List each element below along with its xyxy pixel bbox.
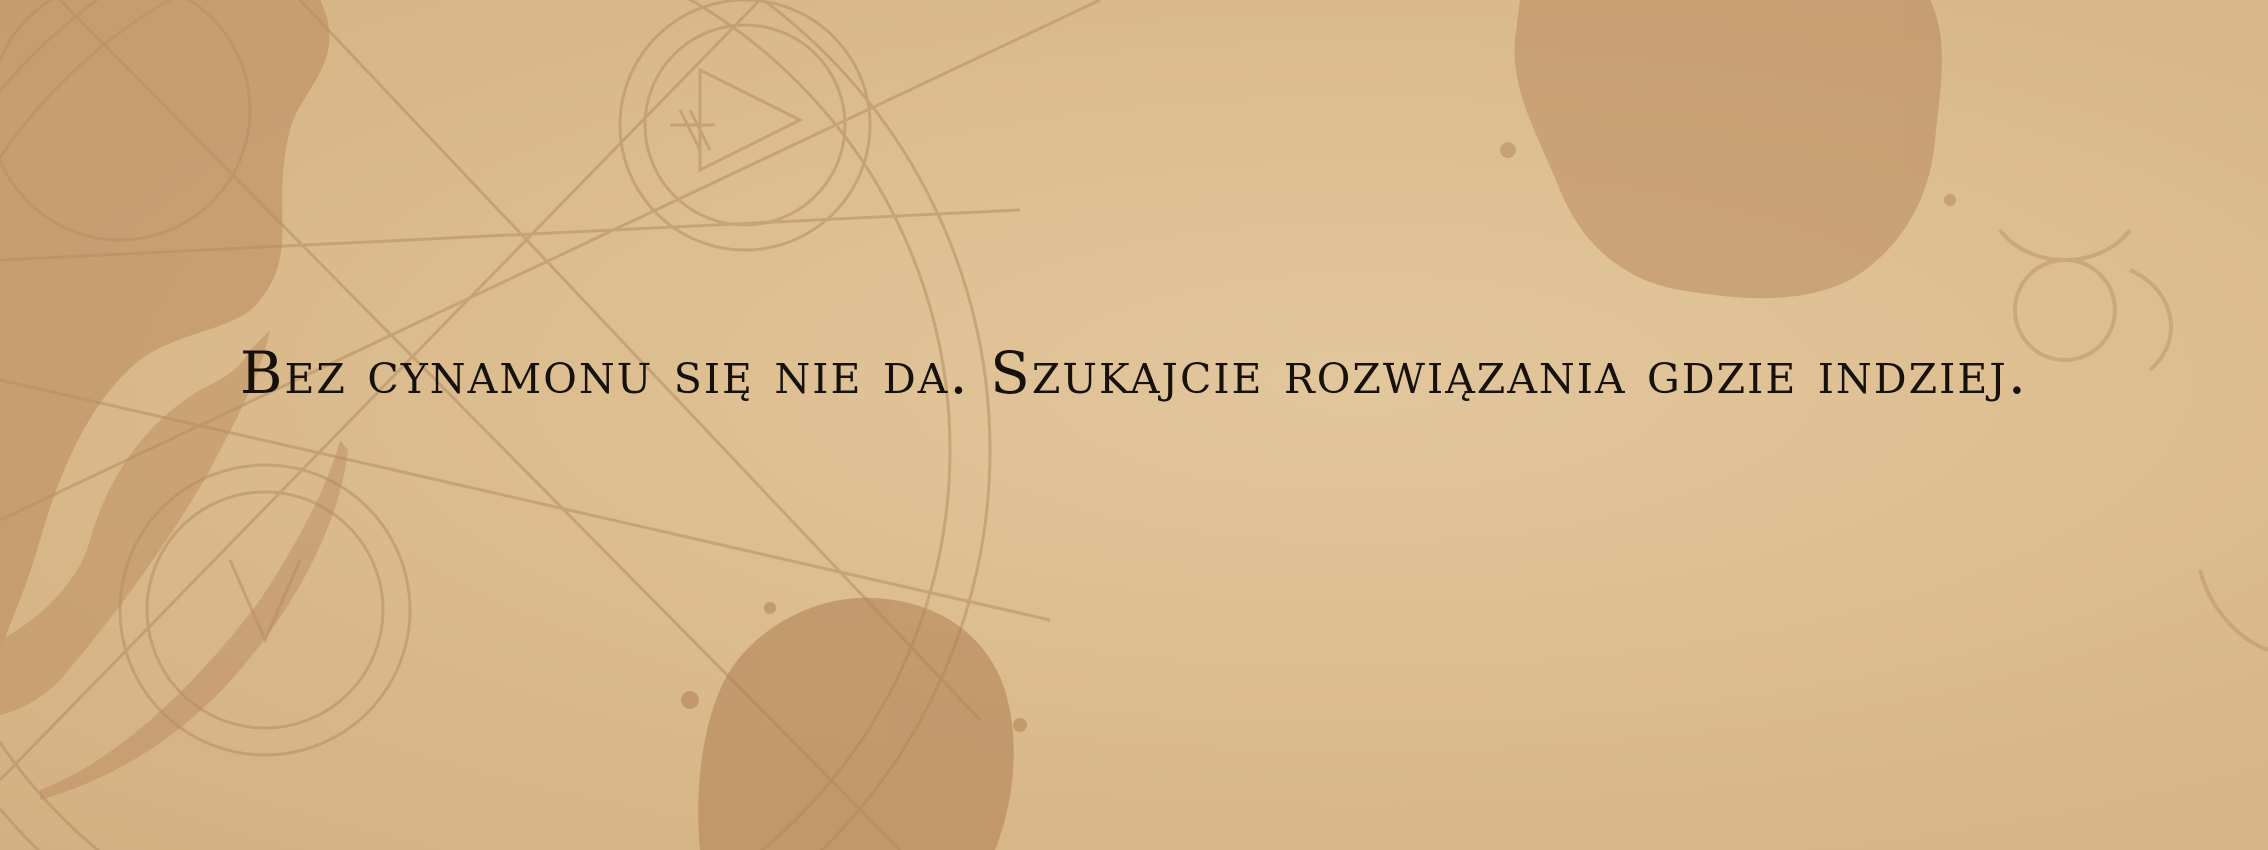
coffee-stain-icon (1500, 0, 1956, 298)
hint-message: Bez cynamonu się nie da. Szukajcie rozwiązania gdzie indziej. (239, 339, 2029, 407)
coffee-stain-icon (681, 598, 1027, 850)
mercury-symbol-icon (2000, 230, 2268, 650)
